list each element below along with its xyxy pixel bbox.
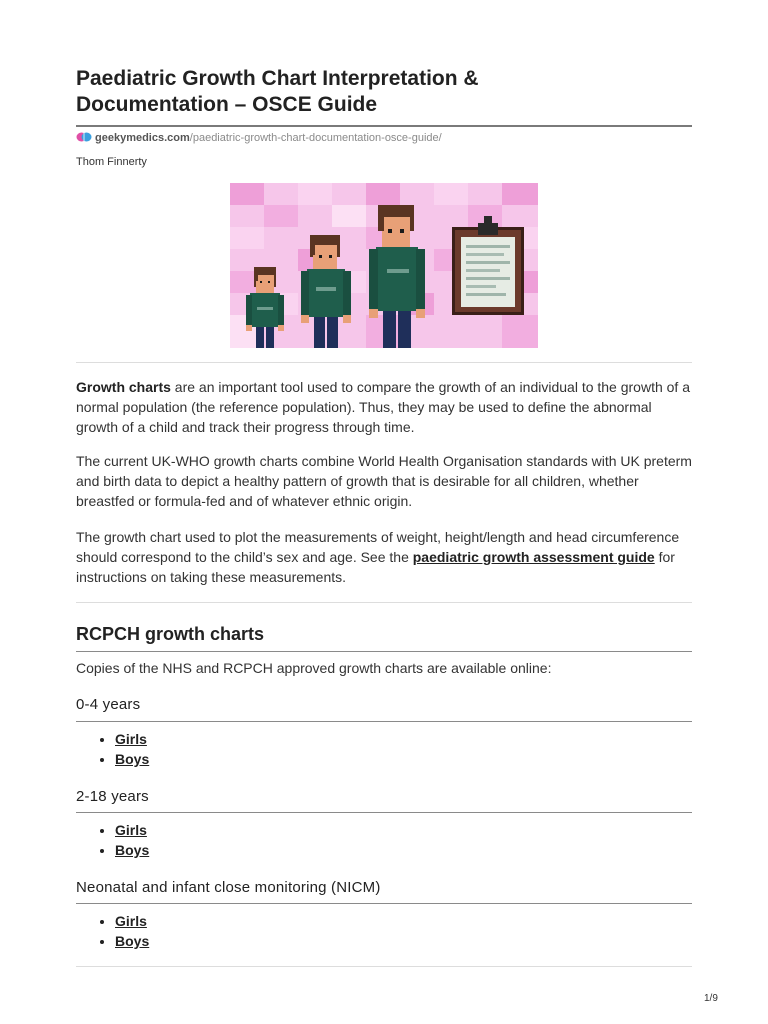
hero-divider bbox=[76, 362, 692, 363]
brain-icon bbox=[76, 131, 92, 147]
clipboard-icon bbox=[452, 216, 524, 315]
group-heading-0-4-years: 0-4 years bbox=[76, 696, 141, 713]
group-rule bbox=[76, 812, 692, 813]
list-item bbox=[115, 729, 149, 749]
link-list-2-18-years bbox=[76, 820, 149, 860]
hero-illustration bbox=[230, 183, 538, 348]
link-list-nicm bbox=[76, 911, 149, 951]
group-heading-nicm: Neonatal and infant close monitoring (NICM) bbox=[76, 879, 381, 896]
source-path: /paediatric-growth-chart-documentation-osce-guide/ bbox=[189, 132, 442, 144]
list-item bbox=[115, 840, 149, 860]
rcpch-intro: Copies of the NHS and RCPCH approved growth charts are available online: bbox=[76, 660, 552, 676]
title-line-1: Paediatric Growth Chart Interpretation & bbox=[76, 67, 479, 90]
group-rule bbox=[76, 721, 692, 722]
group-heading-2-18-years: 2-18 years bbox=[76, 788, 149, 805]
rcpch-heading: RCPCH growth charts bbox=[76, 624, 265, 644]
growth-charts-term: Growth charts bbox=[76, 379, 171, 395]
author-name: Thom Finnerty bbox=[76, 156, 147, 168]
page-number: 1/9 bbox=[704, 993, 718, 1004]
title-divider bbox=[76, 125, 692, 127]
girls-2-18-link[interactable]: Girls bbox=[115, 822, 147, 838]
girls-nicm-link[interactable]: Girls bbox=[115, 913, 147, 929]
link-list-0-4-years bbox=[76, 729, 149, 769]
intro-paragraph-2: The current UK-WHO growth charts combine World Health Organisation standards with UK preterm and birth data to depict a healthy pattern of growth that is desirable for all children, whether breastfed or formula-fed and of whatever ethnic origin. bbox=[76, 453, 692, 509]
title-line-2: Documentation – OSCE Guide bbox=[76, 93, 378, 116]
source-link[interactable] bbox=[95, 132, 442, 144]
list-item bbox=[115, 931, 149, 951]
section-divider bbox=[76, 602, 692, 603]
boys-nicm-link[interactable]: Boys bbox=[115, 933, 150, 949]
source-domain: geekymedics.com bbox=[95, 132, 190, 144]
intro-paragraph-3: The growth chart used to plot the measurements of weight, height/length and head circumference should correspond to the child’s sex and age. See the paediatric growth assessment guide for instructions on taking these measurements. bbox=[76, 529, 680, 585]
group-rule bbox=[76, 903, 692, 904]
growth-assessment-guide-link[interactable]: paediatric growth assessment guide bbox=[412, 549, 655, 565]
list-item bbox=[115, 749, 149, 769]
boys-0-4-link[interactable]: Boys bbox=[115, 751, 150, 767]
boys-2-18-link[interactable]: Boys bbox=[115, 842, 150, 858]
page-title bbox=[76, 66, 692, 118]
intro-paragraph-1: Growth charts are an important tool used to compare the growth of an individual to the growth of a normal population (the reference population). Thus, they may be used to define the abnormal growth of a child and track their progress through time. bbox=[76, 379, 690, 435]
bottom-divider bbox=[76, 966, 692, 967]
list-item bbox=[115, 911, 149, 931]
girls-0-4-link[interactable]: Girls bbox=[115, 731, 147, 747]
rcpch-heading-rule bbox=[76, 651, 692, 652]
source-url bbox=[76, 131, 442, 147]
list-item bbox=[115, 820, 149, 840]
